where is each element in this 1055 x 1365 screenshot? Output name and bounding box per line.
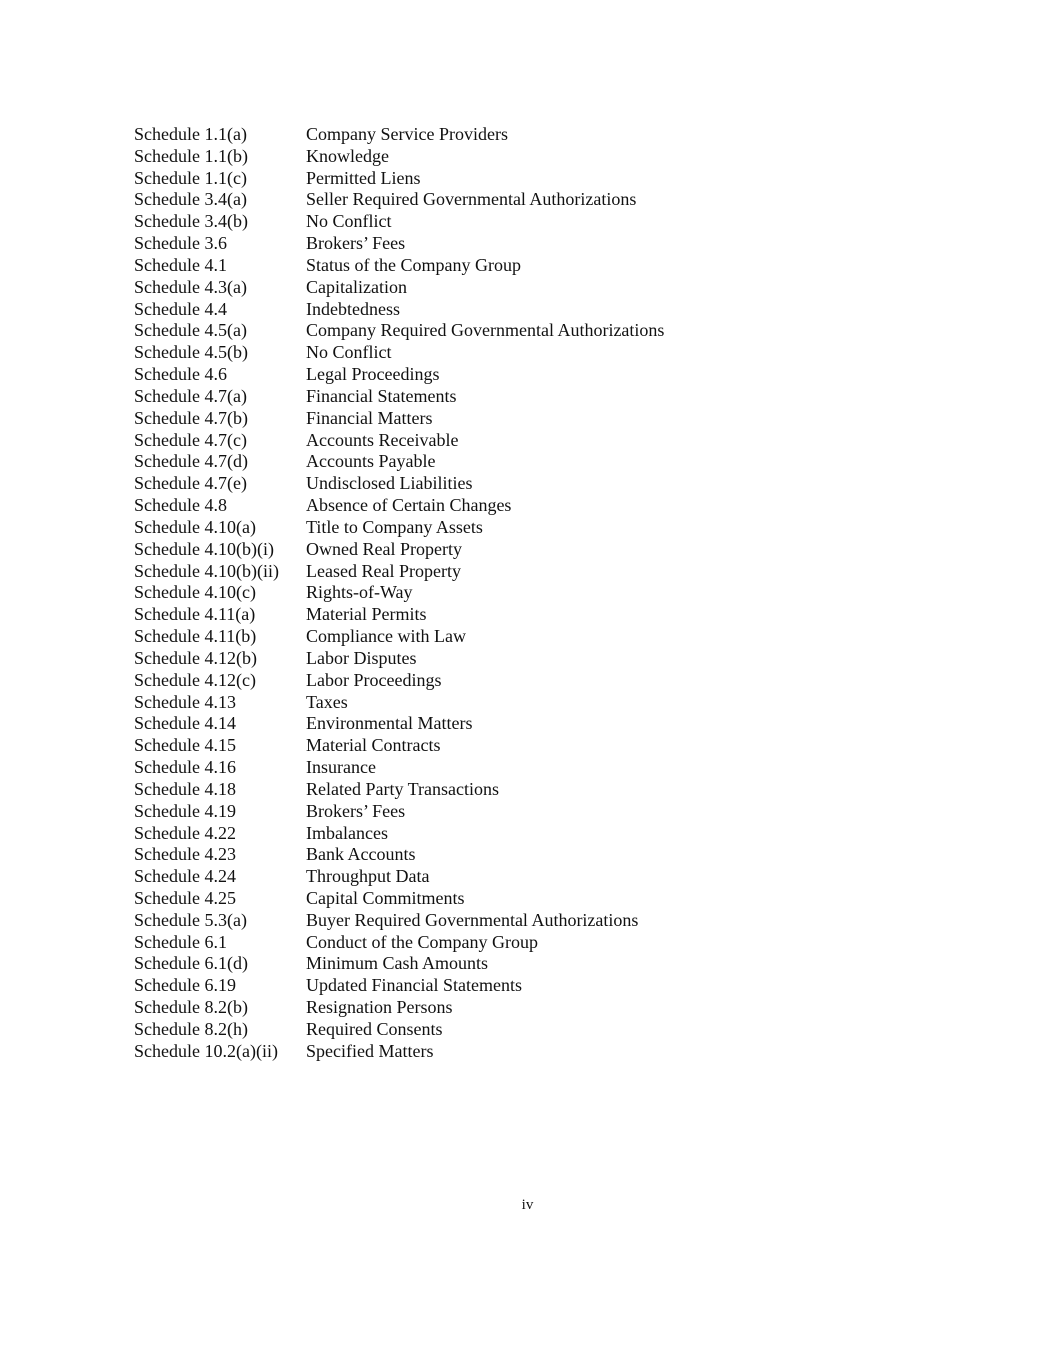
schedule-row (134, 495, 664, 517)
schedule-number: Schedule 4.10(c) (134, 582, 256, 603)
schedule-row (134, 975, 664, 997)
schedule-title: Required Consents (306, 1018, 443, 1039)
schedule-number: Schedule 4.12(b) (134, 647, 257, 668)
schedule-title: No Conflict (306, 342, 392, 363)
page-number: iv (521, 1197, 534, 1213)
schedule-row (134, 779, 664, 801)
schedule-title: Insurance (306, 757, 376, 778)
schedule-number: Schedule 4.7(a) (134, 385, 247, 406)
schedule-title: Seller Required Governmental Authorizations (306, 189, 637, 210)
schedule-row (134, 823, 664, 845)
schedule-row (134, 1019, 664, 1041)
schedule-number: Schedule 4.1 (134, 254, 227, 275)
schedule-title: Imbalances (306, 822, 388, 843)
schedule-number: Schedule 4.10(b)(i) (134, 538, 274, 559)
schedule-row (134, 451, 664, 473)
schedule-number: Schedule 4.24 (134, 866, 236, 887)
schedule-title: Financial Statements (306, 385, 457, 406)
schedule-number: Schedule 4.4 (134, 298, 227, 319)
schedule-number: Schedule 5.3(a) (134, 909, 247, 930)
schedule-row (134, 299, 664, 321)
schedule-number: Schedule 4.19 (134, 800, 236, 821)
schedule-row (134, 124, 664, 146)
schedule-row (134, 146, 664, 168)
schedule-number: Schedule 4.8 (134, 495, 227, 516)
schedule-title: Knowledge (306, 145, 389, 166)
schedule-title: Resignation Persons (306, 997, 453, 1018)
schedule-row (134, 888, 664, 910)
schedule-row (134, 582, 664, 604)
schedule-number: Schedule 4.23 (134, 844, 236, 865)
schedule-number: Schedule 4.10(b)(ii) (134, 560, 279, 581)
schedule-number: Schedule 4.12(c) (134, 669, 256, 690)
schedule-row (134, 277, 664, 299)
schedule-number: Schedule 4.11(a) (134, 604, 256, 625)
schedule-title: Environmental Matters (306, 713, 473, 734)
schedule-number: Schedule 4.7(c) (134, 429, 247, 450)
schedule-title: Leased Real Property (306, 560, 461, 581)
schedule-title: Accounts Payable (306, 451, 436, 472)
schedule-row (134, 997, 664, 1019)
schedule-row (134, 517, 664, 539)
schedule-title: Bank Accounts (306, 844, 416, 865)
schedule-number: Schedule 4.7(e) (134, 473, 247, 494)
schedule-title: Related Party Transactions (306, 778, 499, 799)
schedule-title: Updated Financial Statements (306, 975, 522, 996)
schedule-number: Schedule 4.10(a) (134, 516, 256, 537)
schedule-title: Title to Company Assets (306, 516, 483, 537)
schedule-number: Schedule 4.6 (134, 364, 227, 385)
schedule-row (134, 1041, 664, 1063)
schedule-title: Material Permits (306, 604, 427, 625)
schedule-row (134, 320, 664, 342)
schedule-title: Brokers’ Fees (306, 233, 406, 254)
schedule-list (134, 124, 664, 1063)
schedule-row (134, 604, 664, 626)
schedule-title: Capitalization (306, 276, 407, 297)
schedule-number: Schedule 3.4(a) (134, 189, 247, 210)
schedule-row (134, 386, 664, 408)
schedule-number: Schedule 3.6 (134, 233, 227, 254)
schedule-title: Minimum Cash Amounts (306, 953, 489, 974)
schedule-row (134, 168, 664, 190)
schedule-title: Labor Proceedings (306, 669, 442, 690)
schedule-number: Schedule 3.4(b) (134, 211, 248, 232)
schedule-number: Schedule 8.2(h) (134, 1018, 248, 1039)
schedule-number: Schedule 4.18 (134, 778, 236, 799)
schedule-row (134, 801, 664, 823)
schedule-row (134, 430, 664, 452)
schedule-number: Schedule 6.1 (134, 931, 227, 952)
schedule-number: Schedule 1.1(c) (134, 167, 247, 188)
schedule-row (134, 932, 664, 954)
schedule-number: Schedule 4.7(b) (134, 407, 248, 428)
schedule-row (134, 626, 664, 648)
schedule-row (134, 342, 664, 364)
schedule-title: Financial Matters (306, 407, 433, 428)
schedule-title: Labor Disputes (306, 647, 417, 668)
schedule-row (134, 211, 664, 233)
schedule-title: Throughput Data (306, 866, 430, 887)
schedule-title: Company Required Governmental Authorizations (306, 320, 665, 341)
schedule-row (134, 757, 664, 779)
schedule-number: Schedule 4.14 (134, 713, 236, 734)
schedule-title: Specified Matters (306, 1040, 434, 1061)
schedule-title: Status of the Company Group (306, 254, 521, 275)
schedule-number: Schedule 4.15 (134, 735, 236, 756)
schedule-number: Schedule 10.2(a)(ii) (134, 1040, 278, 1061)
schedule-row (134, 866, 664, 888)
schedule-row (134, 713, 664, 735)
schedule-row (134, 844, 664, 866)
schedule-row (134, 953, 664, 975)
schedule-title: Conduct of the Company Group (306, 931, 538, 952)
schedule-row (134, 189, 664, 211)
schedule-number: Schedule 4.5(b) (134, 342, 248, 363)
schedule-row (134, 408, 664, 430)
schedule-title: Buyer Required Governmental Authorizations (306, 909, 639, 930)
schedule-title: Rights-of-Way (306, 582, 413, 603)
schedule-title: No Conflict (306, 211, 392, 232)
schedule-row (134, 910, 664, 932)
schedule-title: Company Service Providers (306, 124, 508, 144)
schedule-number: Schedule 4.11(b) (134, 626, 257, 647)
schedule-number: Schedule 1.1(b) (134, 145, 248, 166)
schedule-title: Material Contracts (306, 735, 441, 756)
schedule-number: Schedule 4.3(a) (134, 276, 247, 297)
schedule-row (134, 561, 664, 583)
schedule-row (134, 735, 664, 757)
schedule-number: Schedule 4.7(d) (134, 451, 248, 472)
schedule-row (134, 473, 664, 495)
schedule-number: Schedule 4.25 (134, 887, 236, 908)
schedule-title: Owned Real Property (306, 538, 462, 559)
schedule-number: Schedule 1.1(a) (134, 124, 247, 144)
schedule-number: Schedule 6.1(d) (134, 953, 248, 974)
schedule-row (134, 692, 664, 714)
schedule-title: Brokers’ Fees (306, 800, 406, 821)
schedule-title: Indebtedness (306, 298, 400, 319)
schedule-title: Absence of Certain Changes (306, 495, 512, 516)
schedule-title: Undisclosed Liabilities (306, 473, 473, 494)
schedule-number: Schedule 4.16 (134, 757, 236, 778)
schedule-number: Schedule 8.2(b) (134, 997, 248, 1018)
schedule-row (134, 364, 664, 386)
schedule-title: Compliance with Law (306, 626, 466, 647)
schedule-number: Schedule 4.5(a) (134, 320, 247, 341)
schedule-row (134, 539, 664, 561)
schedule-number: Schedule 4.22 (134, 822, 236, 843)
schedule-title: Permitted Liens (306, 167, 421, 188)
schedule-title: Legal Proceedings (306, 364, 440, 385)
schedule-row (134, 670, 664, 692)
schedule-row (134, 255, 664, 277)
schedule-number: Schedule 6.19 (134, 975, 236, 996)
schedule-title: Accounts Receivable (306, 429, 459, 450)
schedule-title: Capital Commitments (306, 887, 465, 908)
schedule-number: Schedule 4.13 (134, 691, 236, 712)
schedule-row (134, 233, 664, 255)
schedule-title: Taxes (306, 691, 348, 712)
schedule-row (134, 648, 664, 670)
